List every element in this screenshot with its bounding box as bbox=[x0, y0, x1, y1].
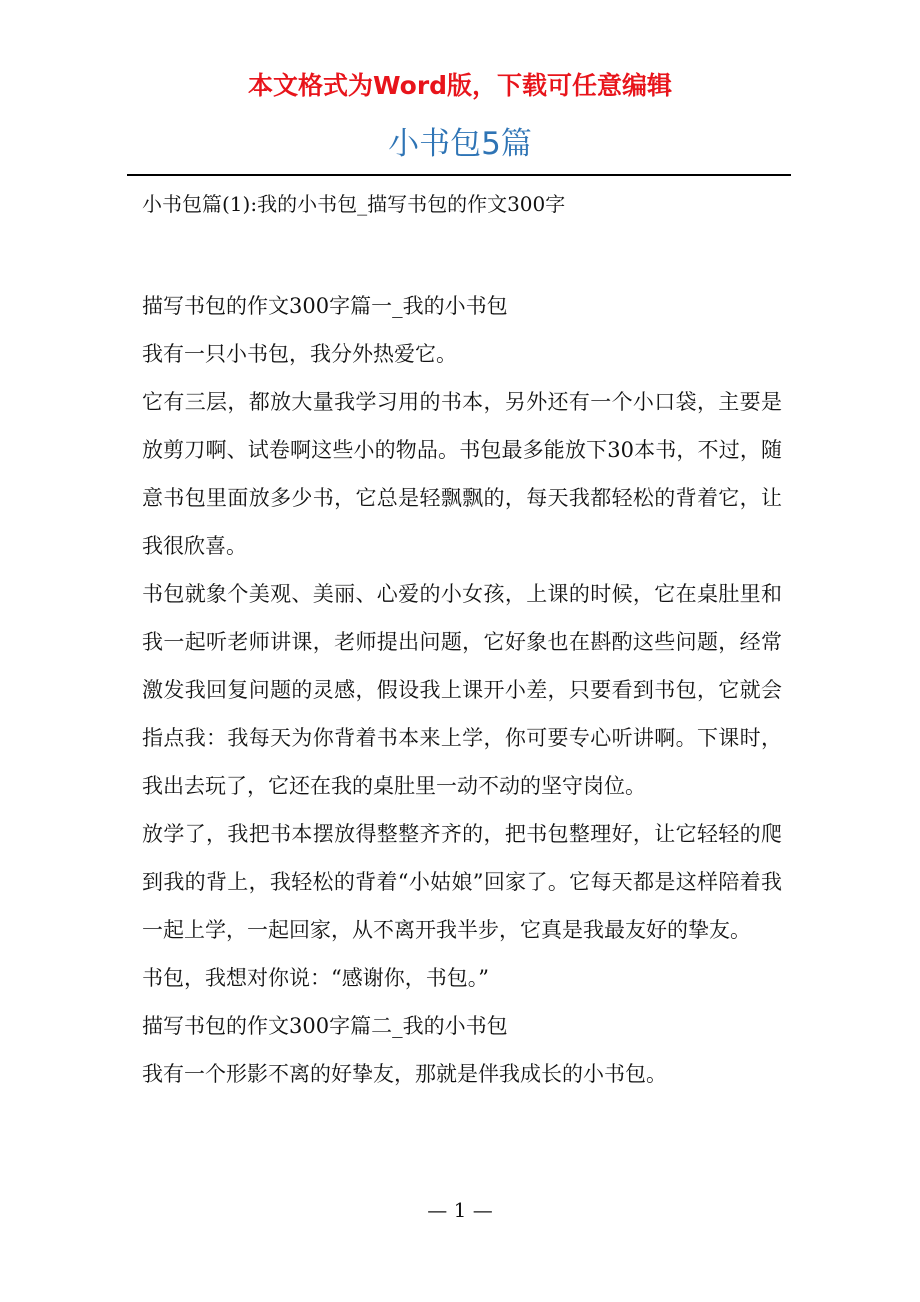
paragraph: 书包就象个美观、美丽、心爱的小女孩，上课的时候，它在桌肚里和我一起听老师讲课，老师提出问题，它好象也在斟酌这些问题，经常激发我回复问题的灵感，假设我上课开小差，只要看到书包，它就会指点我：我每天为你背着书本来上学，你可要专心听讲啊。下课时，我出去玩了，它还在我的桌肚里一动不动的坚守岗位。 bbox=[142, 582, 782, 798]
document-body bbox=[142, 282, 782, 1098]
section-subheading: 小书包篇(1):我的小书包_描写书包的作文300字 bbox=[142, 192, 566, 216]
page-number: — 1 — bbox=[427, 1198, 493, 1222]
paragraph-essay-heading-1: 描写书包的作文300字篇一_我的小书包 bbox=[142, 294, 508, 318]
paragraph: 我有一个形影不离的好挚友，那就是伴我成长的小书包。 bbox=[142, 1062, 667, 1086]
title-divider bbox=[127, 174, 791, 176]
document-title: 小书包5篇 bbox=[388, 126, 532, 162]
paragraph: 它有三层，都放大量我学习用的书本，另外还有一个小口袋，主要是放剪刀啊、试卷啊这些小的物品。书包最多能放下30本书，不过，随意书包里面放多少书，它总是轻飘飘的，每天我都轻松的背着它，让我很欣喜。 bbox=[142, 390, 782, 558]
word-format-banner: 本文格式为Word版，下载可任意编辑 bbox=[247, 71, 673, 100]
paragraph: 我有一只小书包，我分外热爱它。 bbox=[142, 342, 457, 366]
paragraph: 书包，我想对你说：“感谢你，书包。” bbox=[142, 966, 489, 990]
paragraph: 放学了，我把书本摆放得整整齐齐的，把书包整理好，让它轻轻的爬到我的背上，我轻松的背着“小姑娘”回家了。它每天都是这样陪着我一起上学，一起回家，从不离开我半步，它真是我最友好的挚友。 bbox=[142, 822, 782, 942]
paragraph-essay-heading-2: 描写书包的作文300字篇二_我的小书包 bbox=[142, 1014, 508, 1038]
